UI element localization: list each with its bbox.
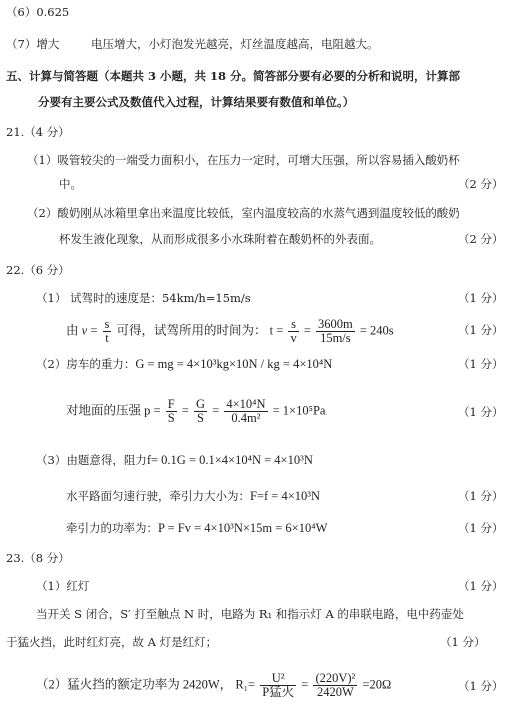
q22-part1-speed: （1） 试驾时的速度是：54km/h=15m/s — [36, 291, 251, 305]
q21-part2: （2）酸奶刚从冰箱里拿出来温度比较低，室内温度较高的水蒸气遇到温度较低的酸奶 — [27, 206, 460, 220]
pressure-lhs: p = — [144, 403, 161, 418]
q22-time-prefix: 由 — [66, 323, 79, 338]
q23-explanation-cont: 于猛火挡，此时红灯亮，故 A 灯是红灯； — [6, 635, 218, 649]
math-eq: = — [301, 677, 309, 692]
fraction-3600-over-15 — [316, 318, 355, 345]
frac-num: 3600m — [318, 317, 353, 331]
frac-den: S — [197, 411, 204, 425]
q23-explanation-score: （1 分） — [440, 635, 486, 649]
power-equation: P = Fv = 4×10³N×15m = 6×10⁴W — [158, 521, 328, 535]
gravity-prefix: （2）房车的重力： — [36, 357, 136, 371]
q22-resistance — [36, 452, 313, 468]
q22-gravity — [36, 356, 332, 372]
frac-den: 15m/s — [320, 331, 351, 345]
q22-time-mid: 可得，试驾所用的时间为： — [116, 323, 267, 338]
frac-den: 0.4m² — [231, 411, 261, 425]
fraction-u2-over-p — [260, 672, 296, 699]
frac-num: 4×10⁴N — [226, 397, 266, 411]
q22-part1-score: （1 分） — [458, 291, 504, 305]
q23-explanation: 当开关 S 闭合，S′ 打至触点 N 时，电路为 R₁ 和指示灯 A 的串联电路，电中药壶处 — [36, 607, 464, 621]
math-v: v — [81, 323, 88, 338]
q22-power-score: （1 分） — [458, 521, 504, 535]
q21-part1-score: （2 分） — [458, 177, 504, 191]
fraction-s-over-t — [103, 318, 112, 345]
math-eq: = — [303, 323, 311, 338]
resistance-prefix: （3）由题意得，阻力 — [36, 453, 147, 467]
answer-7-label: （7）增大 — [6, 37, 60, 51]
pressure-prefix: 对地面的压强 — [66, 403, 142, 418]
q22-time-formula — [66, 318, 394, 345]
frac-den: v — [290, 331, 297, 345]
q22-time-score: （1 分） — [458, 323, 504, 337]
traction-prefix: 水平路面匀速行驶，牵引力大小为： — [66, 489, 250, 503]
time-result: = 240s — [359, 323, 394, 338]
section-5-heading-cont: 分要有主要公式及数值代入过程，计算结果要有数值和单位。） — [38, 95, 355, 109]
q21-part2-score: （2 分） — [458, 232, 504, 246]
math-eq: = — [212, 403, 220, 418]
question-23-heading: 23.（8 分） — [6, 551, 70, 565]
answer-6: （6）0.625 — [6, 5, 70, 19]
frac-num: F — [167, 397, 175, 411]
q21-part2-cont: 杯发生液化现象，从而形成很多小水珠附着在酸奶杯的外表面。 — [59, 232, 381, 246]
q22-pressure-score: （1 分） — [458, 405, 504, 419]
fraction-force-over-area — [224, 398, 267, 425]
question-22-heading: 22.（6 分） — [6, 263, 70, 277]
gravity-equation: G = mg = 4×10³kg×10N / kg = 4×10⁴N — [135, 357, 333, 371]
frac-den: t — [105, 331, 109, 345]
math-eq: = — [90, 323, 98, 338]
frac-num: s — [104, 317, 110, 331]
resistance-equation: f= 0.1G = 0.1×4×10⁴N = 4×10³N — [146, 453, 313, 467]
frac-num: (220V)² — [315, 671, 356, 685]
frac-num: G — [195, 397, 205, 411]
power-prefix: 牵引力的功率为： — [66, 521, 158, 535]
q22-pressure-formula — [66, 398, 325, 425]
frac-den: 2420W — [316, 685, 354, 699]
r1-lhs: R₁= — [235, 677, 256, 692]
fraction-220-over-2420 — [313, 672, 357, 699]
q22-traction — [66, 488, 320, 504]
fraction-g-over-s — [194, 398, 207, 425]
fraction-s-over-v — [288, 318, 298, 345]
frac-den: S — [167, 411, 175, 425]
frac-num: U² — [260, 672, 296, 686]
section-5-heading: 五、计算与简答题（本题共 3 小题，共 18 分。简答部分要有必要的分析和说明，计算部 — [6, 69, 461, 83]
answer-7-text: 电压增大，小灯泡发光越亮，灯丝温度越高，电阻越大。 — [91, 37, 379, 51]
q23-part1-score: （1 分） — [458, 579, 504, 593]
frac-num: s — [288, 318, 298, 332]
math-eq: = — [181, 403, 189, 418]
q22-gravity-score: （1 分） — [458, 357, 504, 371]
traction-equation: F=f = 4×10³N — [250, 489, 321, 503]
time-lhs: t = — [269, 323, 284, 338]
q23-part1: （1）红灯 — [36, 579, 90, 593]
fraction-f-over-s — [166, 398, 177, 425]
q23-part2-prefix: （2）猛火挡的额定功率为 2420W， — [36, 677, 233, 692]
pressure-result: = 1×10⁵Pa — [272, 403, 326, 418]
q23-part2-score: （1 分） — [458, 679, 504, 693]
q23-resistance-formula — [36, 672, 391, 699]
frac-den: P猛火 — [262, 685, 295, 699]
q22-traction-score: （1 分） — [458, 489, 504, 503]
q22-power — [66, 520, 327, 536]
q21-part1-cont: 中。 — [59, 177, 82, 191]
question-21-heading: 21.（4 分） — [6, 125, 70, 139]
q21-part1: （1）吸管较尖的一端受力面积小，在压力一定时，可增大压强，所以容易插入酸奶杯 — [27, 153, 460, 167]
r1-result: =20Ω — [362, 677, 392, 692]
